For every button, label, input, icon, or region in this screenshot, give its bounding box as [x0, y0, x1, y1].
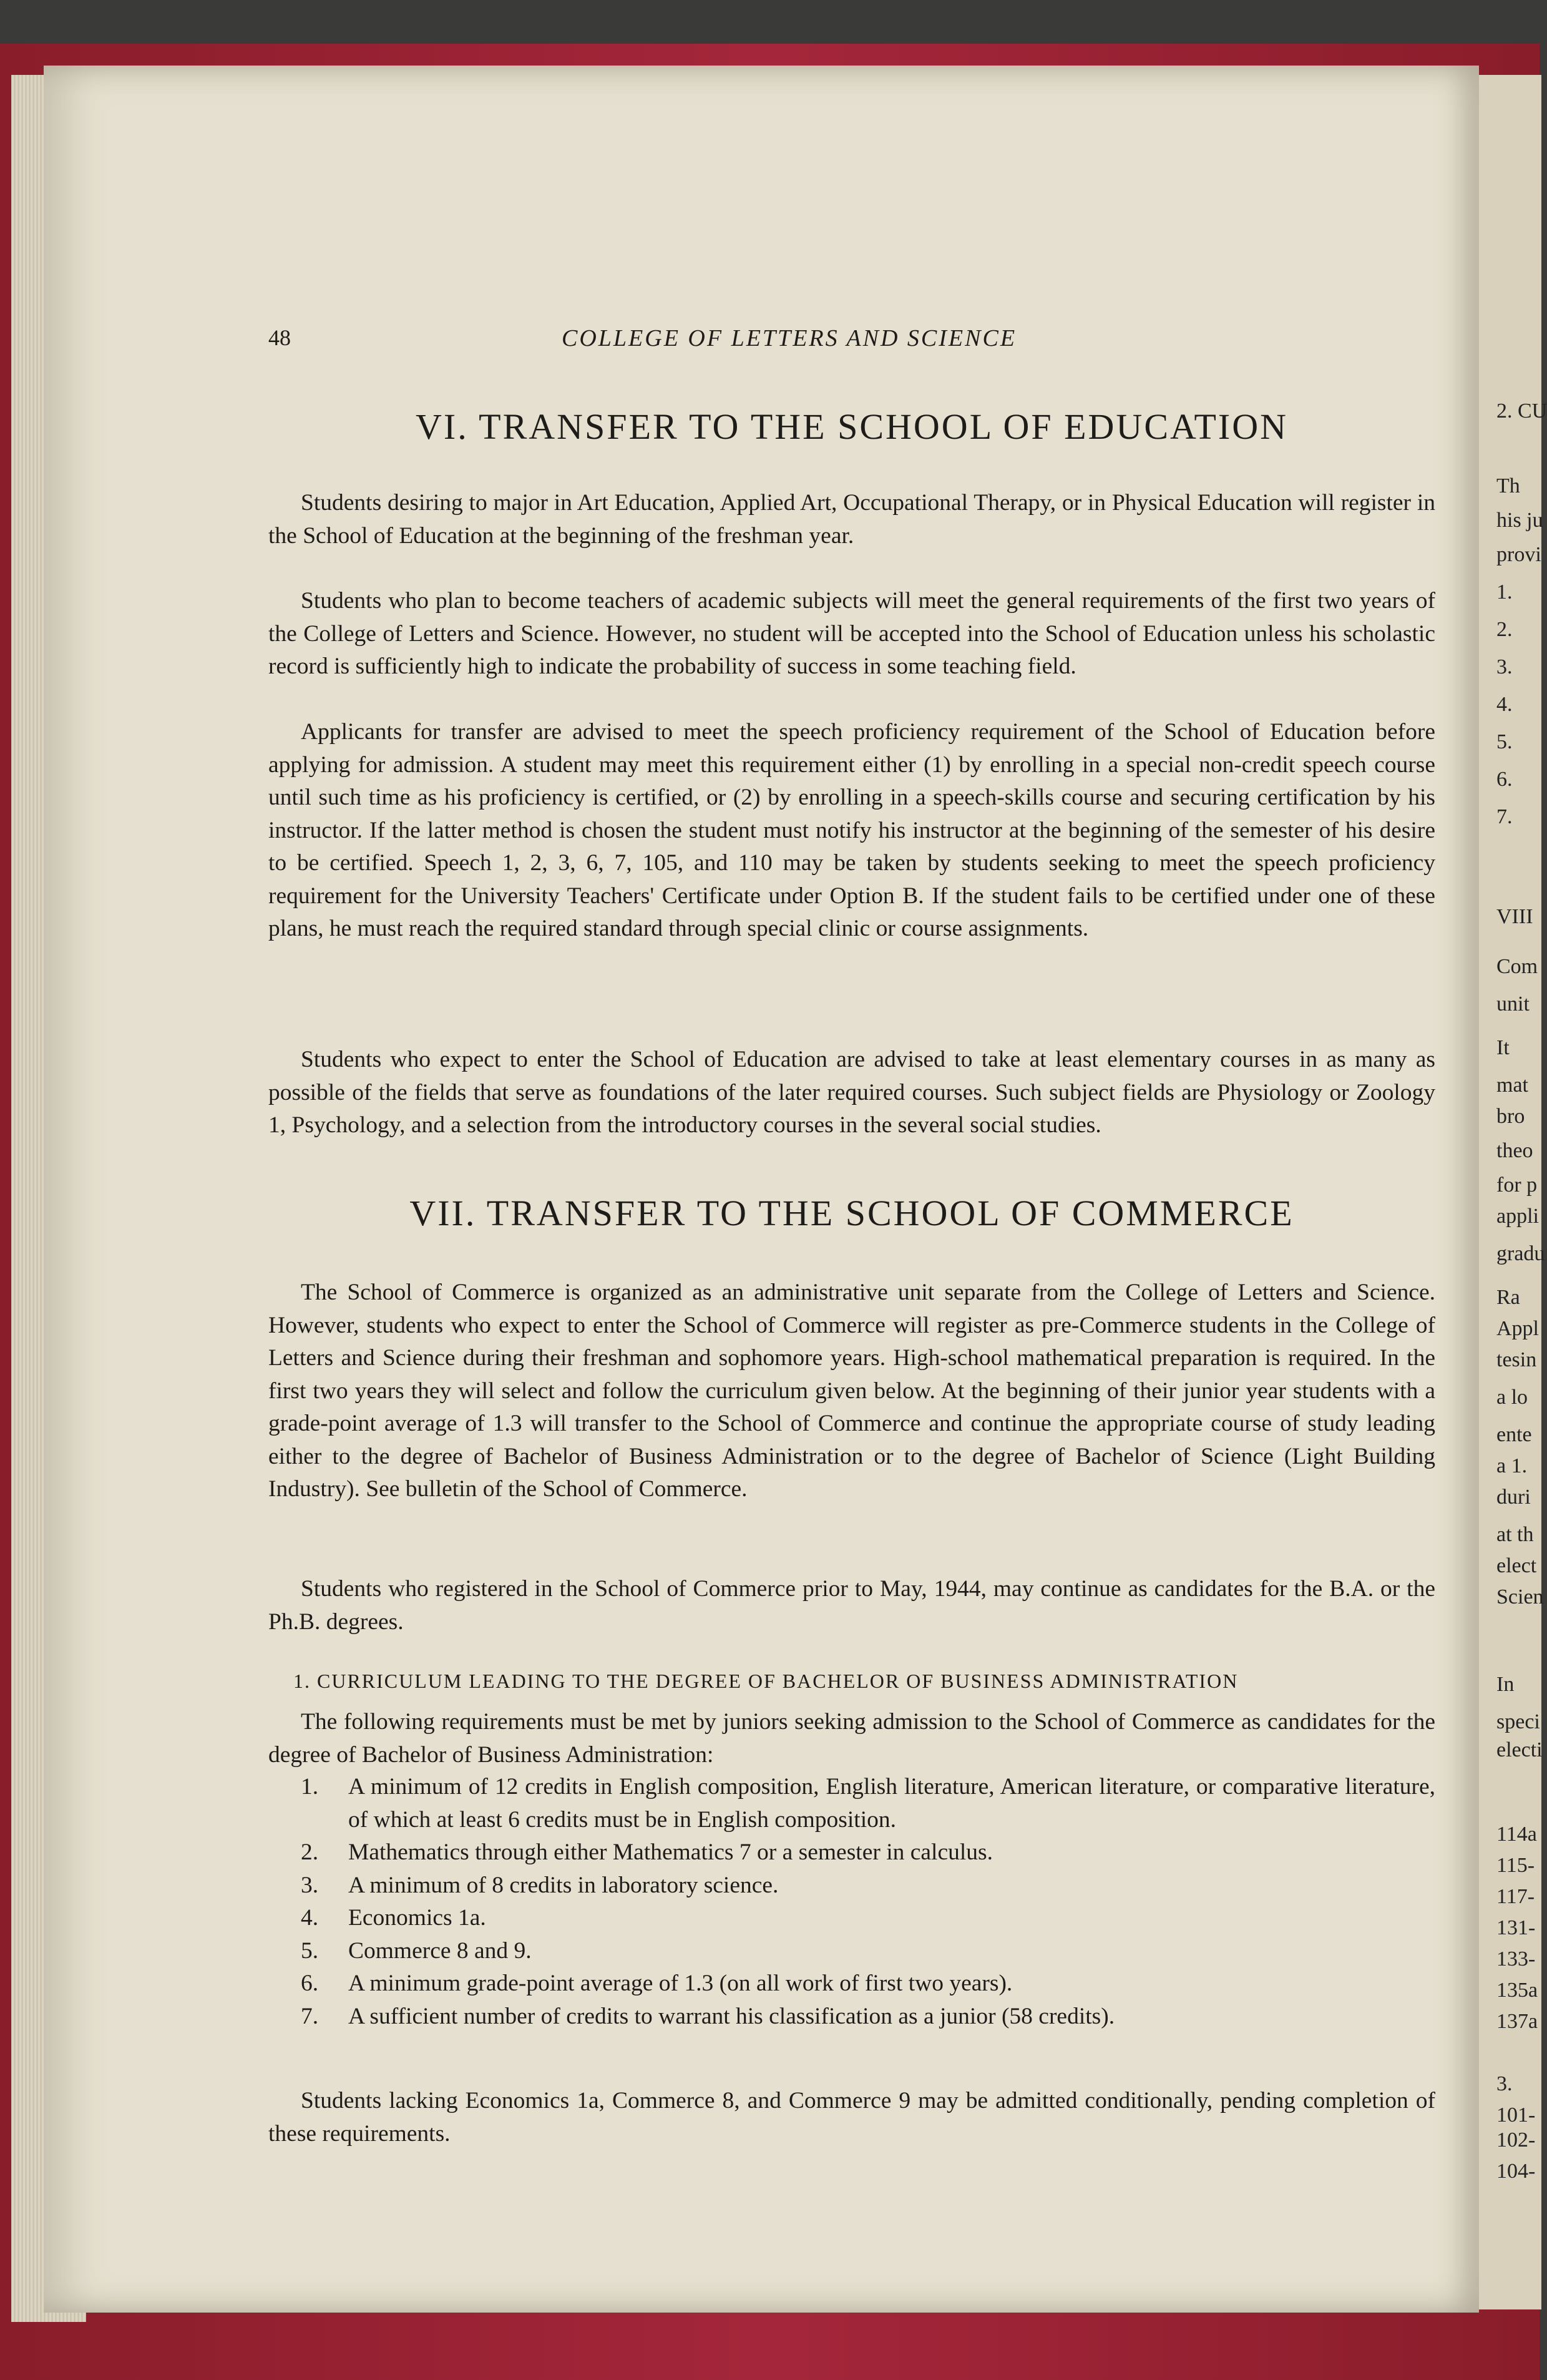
- list-item: 6. A minimum grade-point average of 1.3 (on all work of first two years).: [301, 1971, 1013, 1996]
- facing-page-text-fragment: 2.: [1496, 618, 1513, 641]
- facing-page-text-fragment: 101-: [1496, 2103, 1536, 2127]
- facing-page-text-fragment: VIII: [1496, 905, 1533, 928]
- facing-page-text-fragment: a lo: [1496, 1386, 1528, 1409]
- section-6-paragraph: Students desiring to major in Art Education, Applied Art, Occupational Therapy, or in Physical Education will register in the School of Education at the beginning of the freshman year.: [268, 490, 1435, 549]
- list-item: 5. Commerce 8 and 9.: [301, 1937, 532, 1964]
- section-7-paragraph: Students who registered in the School of Commerce prior to May, 1944, may continue as candidates for the B.A. or the Ph.B. degrees.: [268, 1576, 1435, 1635]
- facing-page-text-fragment: Scien: [1496, 1585, 1544, 1609]
- list-item: 7. A sufficient number of credits to warrant his classification as a junior (58 credits).: [301, 2003, 1115, 2029]
- book-page: [44, 66, 1479, 2313]
- list-item: 4. Economics 1a.: [301, 1905, 486, 1931]
- facing-page-text-fragment: 5.: [1496, 730, 1513, 753]
- facing-page-text-fragment: mat: [1496, 1074, 1528, 1097]
- facing-page-text-fragment: 6.: [1496, 768, 1513, 791]
- facing-page-text-fragment: In: [1496, 1673, 1515, 1696]
- facing-page-text-fragment: speci: [1496, 1710, 1540, 1733]
- list-item: 1. A minimum of 12 credits in English composition, English literature, American literature, or comparative literature, of which at least 6 credits must be in English composition.: [301, 1774, 1435, 1833]
- facing-page-text-fragment: 117-: [1496, 1885, 1535, 1908]
- facing-page-text-fragment: 2. CU: [1496, 399, 1547, 423]
- facing-page-text-fragment: duri: [1496, 1486, 1531, 1509]
- facing-page-text-fragment: gradu: [1496, 1242, 1545, 1265]
- facing-page-text-fragment: 131-: [1496, 1916, 1536, 1939]
- facing-page-text-fragment: 137a: [1496, 2010, 1538, 2033]
- facing-page-text-fragment: 114a: [1496, 1823, 1537, 1846]
- facing-page-text-fragment: at th: [1496, 1523, 1534, 1546]
- facing-page-text-fragment: unit: [1496, 992, 1530, 1016]
- facing-page-text-fragment: theo: [1496, 1139, 1533, 1162]
- section-6-paragraph: Applicants for transfer are advised to meet the speech proficiency requirement of the School of Education before applying for admission. A student may meet this requirement either (1) by enrolling in a special non-credit speech course until such time as his proficiency is certified, or (2) by enrolling in a speech-skills course and securing certification by his instructor. If the latter method is chosen the student must notify his instructor at the beginning of the semester of his desire to be certified. Speech 1, 2, 3, 6, 7, 105, and 110 may be taken by students seeking to meet the speech proficiency requirement for the University Teachers' Certificate under Option B. If the student fails to be certified under one of these plans, he must reach the required standard through special clinic or course assignments.: [268, 719, 1435, 941]
- facing-page-text-fragment: 133-: [1496, 1947, 1536, 1971]
- facing-page-text-fragment: tesin: [1496, 1348, 1537, 1371]
- section-6-heading: VI. TRANSFER TO THE SCHOOL OF EDUCATION: [416, 406, 1288, 447]
- facing-page-text-fragment: 7.: [1496, 805, 1513, 828]
- running-head: [268, 325, 1435, 356]
- page-number: 48: [268, 325, 291, 350]
- facing-page-text-fragment: Ra: [1496, 1286, 1520, 1309]
- facing-page-text-fragment: Appl: [1496, 1317, 1539, 1340]
- facing-page-text-fragment: appli: [1496, 1205, 1539, 1228]
- facing-page-edge: [1470, 75, 1547, 2309]
- list-item: 3. A minimum of 8 credits in laboratory science.: [301, 1872, 779, 1898]
- closing-paragraph: Students lacking Economics 1a, Commerce 8, and Commerce 9 may be admitted conditionally, pending completion of these requirements.: [268, 2088, 1435, 2147]
- facing-page-text-fragment: 104-: [1496, 2160, 1536, 2183]
- subsection-intro: The following requirements must be met by juniors seeking admission to the School of Commerce as candidates for the degree of Bachelor of Business Administration:: [268, 1709, 1435, 1768]
- facing-page-text-fragment: 115-: [1496, 1854, 1535, 1877]
- facing-page-text-fragment: 135a: [1496, 1979, 1538, 2002]
- facing-page-text-fragment: elect: [1496, 1554, 1537, 1577]
- facing-page-text-fragment: for p: [1496, 1173, 1538, 1197]
- facing-page-text-fragment: electi: [1496, 1738, 1543, 1761]
- subsection-heading: 1. CURRICULUM LEADING TO THE DEGREE OF BACHELOR OF BUSINESS ADMINISTRATION: [293, 1670, 1239, 1692]
- requirements-list: [268, 1771, 1435, 2033]
- section-6-paragraph: Students who plan to become teachers of academic subjects will meet the general requirements of the first two years of the College of Letters and Science. However, no student will be accepted into the School of Education unless his scholastic record is sufficiently high to indicate the probability of success in some teaching field.: [268, 588, 1435, 679]
- running-title: COLLEGE OF LETTERS AND SCIENCE: [562, 325, 1017, 351]
- section-7-paragraph: The School of Commerce is organized as an administrative unit separate from the College of Letters and Science. However, students who expect to enter the School of Commerce will register as pre-Commerce students in the College of Letters and Science during their freshman and sophomore years. High-school mathematical preparation is required. In the first two years they will select and follow the curriculum given below. At the beginning of their junior year students with a grade-point average of 1.3 will transfer to the School of Commerce and continue the appropriate course of study leading either to the degree of Bachelor of Business Administration or to the degree of Bachelor of Science (Light Building Industry). See bulletin of the School of Commerce.: [268, 1280, 1435, 1502]
- facing-page-text-fragment: Th: [1496, 474, 1520, 497]
- list-item: 2. Mathematics through either Mathematics 7 or a semester in calculus.: [301, 1839, 993, 1865]
- section-6-paragraph: Students who expect to enter the School of Education are advised to take at least elementary courses in as many as possible of the fields that serve as foundations of the later required courses. Such subject fields are Physiology or Zoology 1, Psychology, and a selection from the introductory courses in the several social studies.: [268, 1047, 1435, 1138]
- section-7-heading: VII. TRANSFER TO THE SCHOOL OF COMMERCE: [409, 1193, 1294, 1233]
- facing-page-text-fragment: his ju: [1496, 509, 1543, 532]
- facing-page-text-fragment: a 1.: [1496, 1454, 1528, 1477]
- facing-page-text-fragment: 1.: [1496, 580, 1513, 604]
- facing-page-text-fragment: 102-: [1496, 2128, 1536, 2152]
- facing-page-text-fragment: 3.: [1496, 655, 1513, 678]
- facing-page-text-fragment: 3.: [1496, 2072, 1513, 2095]
- facing-page-text-fragment: Com: [1496, 955, 1538, 978]
- facing-page-text-fragment: provi: [1496, 543, 1541, 566]
- facing-page-text-fragment: ente: [1496, 1423, 1532, 1446]
- facing-page-text-fragment: It: [1496, 1036, 1510, 1059]
- facing-page-text-fragment: bro: [1496, 1105, 1525, 1128]
- facing-page-text-fragment: 4.: [1496, 693, 1513, 716]
